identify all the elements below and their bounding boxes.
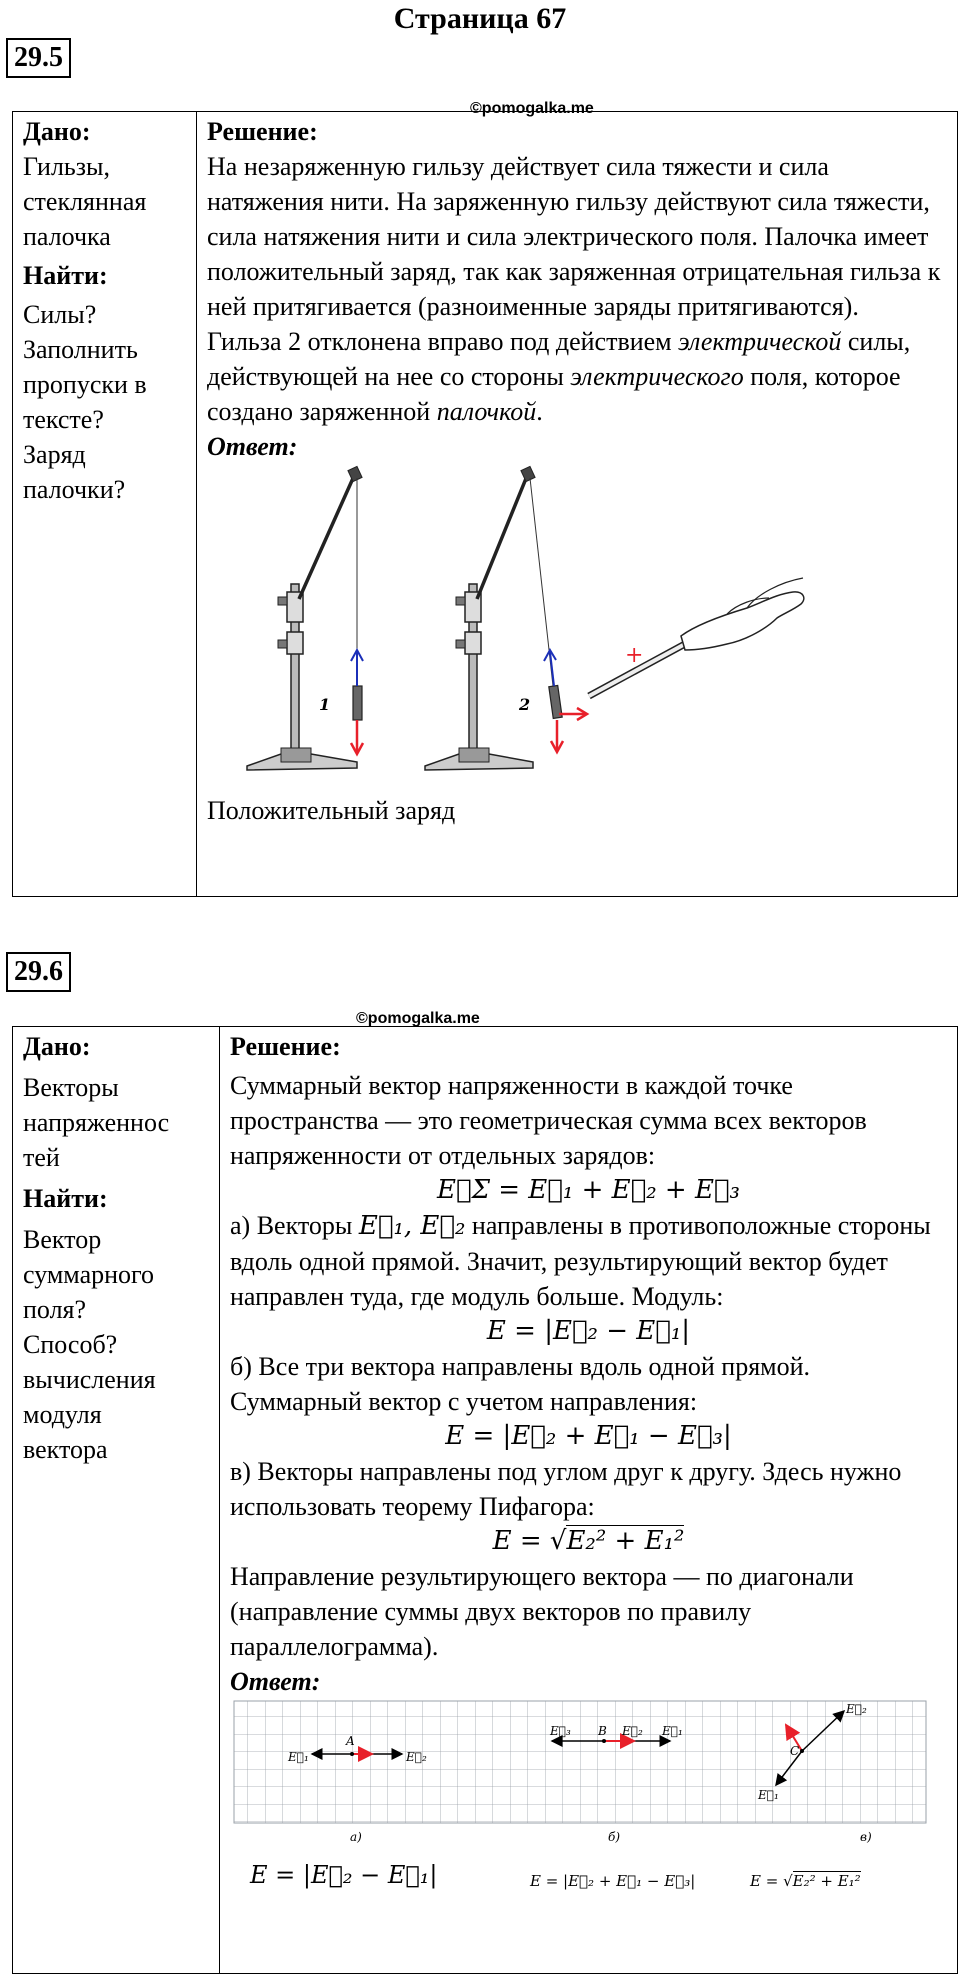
given-column	[13, 112, 197, 897]
answer-header: Ответ:	[230, 1667, 321, 1696]
find-item: Вектор	[23, 1225, 102, 1254]
solution-paragraph-b: б) Все три вектора направлены вдоль одной прямой. Суммарный вектор с учетом направления:	[230, 1352, 811, 1416]
glass-rod-hand	[589, 578, 804, 696]
vector-label: E⃗₁	[662, 1724, 683, 1738]
solution-column	[197, 112, 958, 897]
vector-label: E⃗₃	[550, 1724, 571, 1738]
formula-a: E = |E⃗₂ − E⃗₁|	[486, 1316, 691, 1346]
italic-text: электрической	[678, 327, 842, 356]
sleeves-figure	[207, 464, 947, 784]
find-header: Найти:	[23, 1184, 108, 1213]
solution-paragraph-2	[207, 324, 947, 429]
vector-label: E⃗₂	[406, 1750, 427, 1764]
answer-text: Положительный заряд	[207, 796, 456, 825]
answer-header: Ответ:	[207, 432, 298, 461]
text: поля, которое создано заряженной	[207, 362, 901, 426]
find-item: палочки?	[23, 475, 126, 504]
find-item: поля?	[23, 1295, 87, 1324]
radicand: E₂² + E₁²	[566, 1526, 685, 1556]
solution-column	[220, 1027, 958, 1974]
find-item: Силы?	[23, 300, 97, 329]
answer-formulas-row	[230, 1858, 947, 1894]
formula-c	[230, 1524, 947, 1559]
task-number-29-5: 29.5	[6, 38, 71, 78]
given-column	[13, 1027, 220, 1974]
point-label-c: C	[790, 1744, 800, 1758]
italic-text: палочкой	[436, 397, 537, 426]
text: направлены в противоположные стороны вдоль одной прямой. Значит, результирующий вектор будет направлен туда, где модуль больше. Модуль:	[230, 1211, 931, 1311]
answer-formula-b: E = |E⃗₂ + E⃗₁ − E⃗₃|	[530, 1872, 696, 1890]
formula-sum: E⃗Σ = E⃗₁ + E⃗₂ + E⃗₃	[437, 1175, 740, 1205]
point-label-b: B	[598, 1724, 607, 1738]
formula-b: E = |E⃗₂ + E⃗₁ − E⃗₃|	[445, 1421, 732, 1451]
find-item: суммарного	[23, 1260, 155, 1289]
answer-formula-c	[750, 1864, 861, 1899]
given-item: Векторы	[23, 1073, 119, 1102]
positive-charge-sign: +	[625, 643, 644, 668]
solution-header: Решение:	[207, 117, 318, 146]
find-item: пропуски в	[23, 370, 147, 399]
given-item: напряженнос	[23, 1108, 170, 1137]
find-item: Заряд	[23, 440, 86, 469]
find-item: Заполнить	[23, 335, 138, 364]
solution-paragraph-d: Направление результирующего вектора — по диагонали (направление суммы двух векторов по правилу параллелограмма).	[230, 1562, 854, 1661]
sqrt-sign: √	[783, 1872, 793, 1890]
task-table-29-6	[12, 1026, 958, 1974]
find-item: модуля	[23, 1400, 102, 1429]
point-label-a: A	[346, 1734, 355, 1748]
find-item: вычисления	[23, 1365, 156, 1394]
watermark: ©pomogalka.me	[356, 1010, 480, 1027]
solution-header: Решение:	[230, 1032, 341, 1061]
stand-1	[247, 466, 363, 770]
find-item: вектора	[23, 1435, 108, 1464]
grid-background	[234, 1701, 926, 1823]
given-item: тей	[23, 1143, 60, 1172]
text: E =	[750, 1872, 784, 1890]
task-number-29-6: 29.6	[6, 952, 71, 992]
watermark: ©pomogalka.me	[470, 100, 594, 117]
page-title: Страница 67	[393, 2, 567, 35]
solution-paragraph-a	[230, 1208, 947, 1314]
given-header: Дано:	[23, 117, 91, 146]
vector-grid-figure	[230, 1699, 930, 1849]
solution-paragraph-c: в) Векторы направлены под углом друг к другу. Здесь нужно использовать теорему Пифагора:	[230, 1457, 902, 1521]
solution-paragraph: Суммарный вектор напряженности в каждой точке пространства — это геометрическая сумма всех векторов напряженности от отдельных зарядов:	[230, 1071, 867, 1170]
vector-label: E⃗₂	[622, 1724, 643, 1738]
text: .	[536, 397, 543, 426]
caption-a: а)	[350, 1830, 362, 1844]
given-item: палочка	[23, 222, 111, 251]
stand-2	[425, 466, 587, 770]
solution-paragraph: На незаряженную гильзу действует сила тяжести и сила натяжения нити. На заряженную гильзу действуют сила тяжести, сила натяжения нити и сила электрического поля. Палочка имеет положительный заряд, так как заряженная отрицательная гильза к ней притягивается (разноименные заряды притягиваются).	[207, 152, 941, 321]
text: а) Векторы	[230, 1211, 359, 1240]
find-item: тексте?	[23, 405, 104, 434]
given-header: Дано:	[23, 1032, 91, 1061]
sqrt-sign: √	[549, 1526, 567, 1556]
caption-b: б)	[608, 1830, 621, 1844]
given-item: Гильзы,	[23, 152, 111, 181]
given-item: стеклянная	[23, 187, 147, 216]
sleeve-label-1: 1	[319, 695, 331, 714]
find-header: Найти:	[23, 261, 108, 290]
text: силы, действующей на нее со стороны	[207, 327, 911, 391]
caption-c: в)	[860, 1830, 872, 1844]
vector-label: E⃗₁	[758, 1788, 779, 1802]
sleeve-label-2: 2	[519, 695, 531, 714]
vector-label: E⃗₁	[288, 1750, 309, 1764]
text: E =	[492, 1526, 550, 1556]
text: Гильза 2 отклонена вправо под действием	[207, 327, 679, 356]
vector-text: E⃗₁, E⃗₂	[358, 1211, 466, 1241]
find-item: Способ?	[23, 1330, 118, 1359]
task-table-29-5	[12, 111, 958, 897]
radicand: E₂² + E₁²	[792, 1872, 861, 1890]
answer-formula-a: E = |E⃗₂ − E⃗₁|	[250, 1861, 438, 1889]
italic-text: электрического	[570, 362, 744, 391]
vector-label: E⃗₂	[846, 1702, 867, 1716]
